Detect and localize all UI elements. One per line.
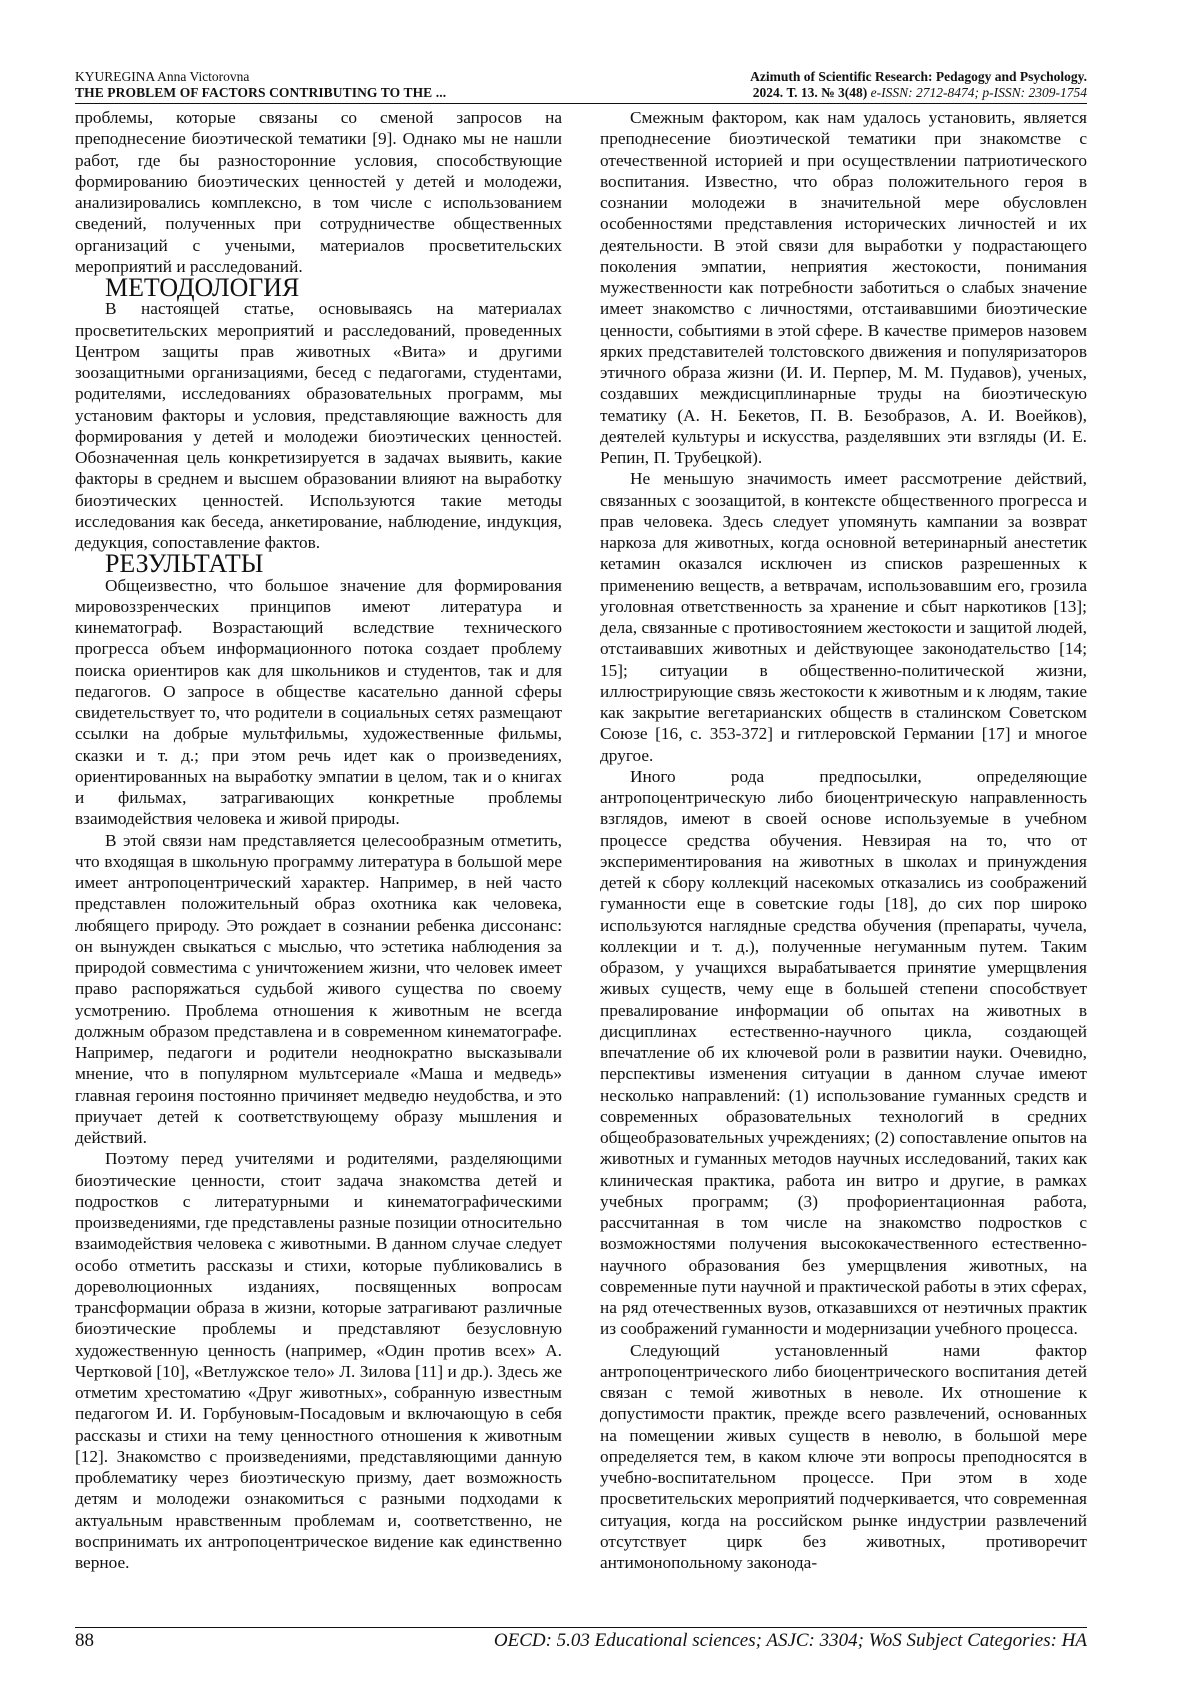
page-footer xyxy=(75,1629,1087,1653)
header-issue: 2024. Т. 13. № 3(48) xyxy=(752,84,871,100)
body-paragraph: проблемы, которые связаны со сменой запросов на преподнесение биоэтической тематики [9]. Однако мы не нашли работ, где бы разносторонние условия, способствующие формированию биоэтических ценностей у детей и молодежи, анализировались комплексно, в том числе с использованием сведений, полученных при сотрудничестве общественных организаций с учеными, материалов просветительских мероприятий и расследований. xyxy=(75,108,562,276)
section-heading: МЕТОДОЛОГИЯ xyxy=(105,273,300,302)
section-heading: РЕЗУЛЬТАТЫ xyxy=(105,549,264,579)
header-right xyxy=(750,69,1087,100)
body-paragraph: Поэтому перед учителями и родителями, разделяющими биоэтические ценности, стоит задача знакомства детей и подростков с литературными и кинематографическими произведениями, где представлены разные позиции относительно взаимодействия человека с животными. В данном случае следует особо отметить рассказы и стихи, которые публиковались в дореволюционных изданиях, посвященных вопросам трансформации образа в жизни, которые затрагивают различные биоэтические проблемы и представляют безусловную художественную ценность (например, «Один против всех» А. Чертковой [10], «Ветлужское тело» Л. Зилова [11] и др.). Здесь же отметим хрестоматию «Друг животных», собранную известным педагогом И. И. Горбуновым-Посадовым и включающую в себя рассказы и стихи на тему ценностного отношения к животным [12]. Знакомство с произведениями, представляющими данную проблематику через биоэтическую призму, дает возможность детям и молодежи ознакомиться с разными подходами к актуальным нравственным проблемам и, соответственно, не воспринимать их антропоцентрическое видение как единственно верное. xyxy=(75,1149,562,1572)
subject-classification: OECD: 5.03 Educational sciences; ASJC: 3304; WoS Subject Categories: HA xyxy=(493,1630,1087,1651)
header-issue-line xyxy=(750,85,1087,101)
footer-rule xyxy=(75,1627,1087,1628)
header-journal: Azimuth of Scientific Research: Pedagogy and Psychology. xyxy=(750,69,1087,84)
right-column xyxy=(600,107,1087,1622)
header-author: KYUREGINA Anna Victorovna xyxy=(75,69,250,84)
header-left xyxy=(75,69,446,100)
header-article-title: THE PROBLEM OF FACTORS CONTRIBUTING TO THE ... xyxy=(75,84,447,100)
body-paragraph: Не меньшую значимость имеет рассмотрение действий, связанных с зоозащитой, в контексте общественного прогресса и прав человека. Здесь следует упомянуть кампании за возврат наркоза для животных, когда основной ветеринарный анестетик кетамин оказался исключен из списков разрешенных к применению веществ, а ветврачам, использовавшим его, грозила уголовная ответственность за хранение и сбыт наркотиков [13]; дела, связанные с противостоянием жестокости и защитой людей, отстаивавших животных и действующее законодательство [14; 15]; ситуации в общественно-политической жизни, иллюстрирующие связь жестокости к животным и к людям, такие как закрытие вегетарианских обществ в сталинском Советском Союзе [16, с. 353-372] и гитлеровской Германии [17] и многое другое. xyxy=(600,469,1087,765)
header-issn: e-ISSN: 2712-8474; p-ISSN: 2309-1754 xyxy=(870,84,1087,100)
body-paragraph: В этой связи нам представляется целесообразным отметить, что входящая в школьную программу литература в большой мере имеет антропоцентрический характер. Например, в ней часто представлен положительный образ охотника как человека, любящего природу. Это рождает в сознании ребенка диссонанс: он вынужден свыкаться с мыслью, что эстетика наблюдения за природой совместима с уничтожением жизни, что человек имеет право распоряжаться судьбой живого существа по своему усмотрению. Проблема отношения к животным не всегда должным образом представлена и в современном кинематографе. Например, педагоги и родители неоднократно высказывали мнение, что в популярном мультсериале «Маша и медведь» главная героиня постоянно причиняет медведю неудобства, и это приучает детей к соответствующему образу мышления и действий. xyxy=(75,830,562,1147)
body-paragraph: Смежным фактором, как нам удалось установить, является преподнесение биоэтической тематики при знакомстве с отечественной историей и при осуществлении патриотического воспитания. Известно, что образ положительного героя в сознании молодежи в значительной мере обусловлен особенностями представления исторических личностей и их деятельности. В этой связи для выработки у подрастающего поколения эмпатии, неприятия жестокости, понимания мужественности как потребности заботиться о слабых значение имеет знакомство с личностями, отстаивавшими биоэтические ценности, событиями в этой сфере. В качестве примеров назовем ярких представителей толстовского движения и популяризаторов этичного образа жизни (И. И. Перпер, М. М. Пудавов), ученых, создавших междисциплинарные труды на биоэтическую тематику (А. Н. Бекетов, П. В. Безобразов, А. И. Воейков), деятелей культуры и искусства, разделявших эти взгляды (И. Е. Репин, П. Трубецкой). xyxy=(600,108,1087,467)
running-header xyxy=(75,69,1087,103)
left-column xyxy=(75,107,562,1622)
page-number: 88 xyxy=(75,1630,94,1651)
body-paragraph: Иного рода предпосылки, определяющие антропоцентрическую либо биоцентрическую направленность взглядов, имеют в своей основе используемые в учебном процессе средства обучения. Невзирая на то, что от экспериментирования на животных в школах и принуждения детей к сбору коллекций насекомых отказались из соображений гуманности еще в советские годы [18], до сих пор широко используются наглядные средства обучения (препараты, чучела, коллекции и т. д.), полученные негуманным путем. Таким образом, у учащихся вырабатывается принятие умерщвления живых существ, чему еще в большей степени способствует превалирование информации об опытах на животных в дисциплинах естественно-научного цикла, создающей впечатление об их ключевой роли в развитии науки. Очевидно, перспективы изменения ситуации в данном случае имеют несколько направлений: (1) использование гуманных средств и современных образовательных технологий в средних общеобразовательных учреждениях; (2) сопоставление опытов на животных и гуманных методов научных исследований, таких как клиническая практика, работа ин витро и другие, в рамках учебных программ; (3) профориентационная работа, рассчитанная в том числе на знакомство подростков с возможностями получения высококачественного естественно-научного образования без умерщвления животных, на современные пути научной и практической работы в этих сферах, на ряд отечественных вузов, отказавшихся от неэтичных практик из соображений гуманности и модернизации учебного процесса. xyxy=(600,766,1087,1339)
body-paragraph: Следующий установленный нами фактор антропоцентрического либо биоцентрического воспитания детей связан с темой животных в неволе. Их отношение к допустимости практик, прежде всего развлечений, основанных на помещении живых существ в неволю, в большой мере определяется тем, в каком ключе эти вопросы преподносятся в учебно-воспитательном процессе. При этом в ходе просветительских мероприятий подчеркивается, что современная ситуация, когда на российском рынке индустрии развлечений отсутствует цирк без животных, противоречит антимонопольному законода- xyxy=(600,1340,1087,1572)
header-rule xyxy=(75,103,1087,104)
body-paragraph: Общеизвестно, что большое значение для формирования мировоззренческих принципов имеют литература и кинематограф. Возрастающий вследствие технического прогресса объем информационного потока создает проблему поиска ориентиров как для школьников и студентов, так и для педагогов. О запросе в обществе касательно данной сферы свидетельствует то, что родители в социальных сетях размещают ссылки на добрые мультфильмы, художественные фильмы, сказки и т. д.; при этом речь идет как о произведениях, ориентированных на выработку эмпатии в целом, так и о книгах и фильмах, затрагивающих конкретные проблемы взаимодействия человека и живой природы. xyxy=(75,575,562,829)
body-paragraph: В настоящей статье, основываясь на материалах просветительских мероприятий и расследований, проведенных Центром защиты прав животных «Вита» и другими зоозащитными организациями, бесед с педагогами, студентами, родителями, исследованиях образовательных программ, мы установим факторы и условия, представляющие важность для формирования у детей и молодежи биоэтических ценностей. Обозначенная цель конкретизируется в задачах выявить, какие факторы в среднем и высшем образовании влияют на выработку биоэтических ценностей. Используются такие методы исследования как беседа, анкетирование, наблюдение, индукция, дедукция, сопоставление фактов. xyxy=(75,299,562,552)
